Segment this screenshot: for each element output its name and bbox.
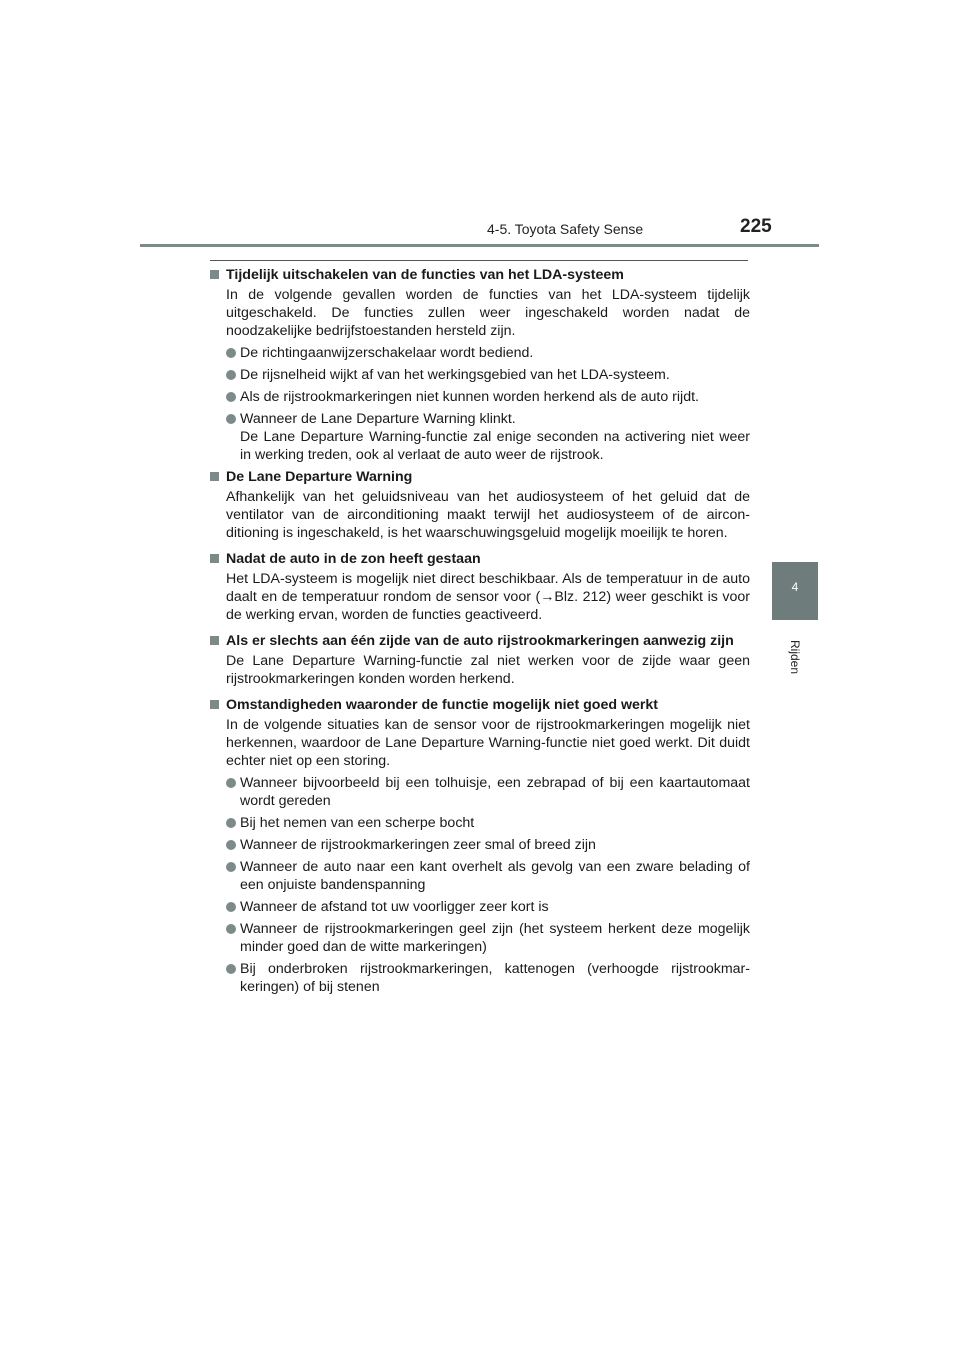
chapter-tab: 4 xyxy=(772,562,818,620)
circle-bullet-icon xyxy=(226,964,236,974)
section-title: Nadat de auto in de zon heeft gestaan xyxy=(210,550,750,568)
list-item: De richtingaanwijzerschakelaar wordt bediend. xyxy=(210,344,750,362)
header-section-title: 4-5. Toyota Safety Sense xyxy=(487,221,644,237)
section-title: Als er slechts aan één zijde van de auto rijstrookmarkeringen aanwezig zijn xyxy=(210,632,750,650)
square-bullet-icon xyxy=(210,270,219,279)
header-rule xyxy=(140,244,819,247)
list-item: Bij het nemen van een scherpe bocht xyxy=(210,814,750,832)
list-item: Wanneer de afstand tot uw voorligger zeer kort is xyxy=(210,898,750,916)
page-number: 225 xyxy=(740,216,772,237)
list-item: Wanneer bijvoorbeeld bij een tolhuisje, een zebrapad of bij een kaartautomaat wordt gereden xyxy=(210,774,750,810)
circle-bullet-icon xyxy=(226,924,236,934)
circle-bullet-icon xyxy=(226,862,236,872)
list-item: Wanneer de rijstrookmarkeringen zeer smal of breed zijn xyxy=(210,836,750,854)
circle-bullet-icon xyxy=(226,902,236,912)
list-item: Wanneer de rijstrookmarkeringen geel zijn (het systeem herkent deze mogelijk minder goed dan de witte markeringen) xyxy=(210,920,750,956)
circle-bullet-icon xyxy=(226,778,236,788)
circle-bullet-icon xyxy=(226,414,236,424)
section-title: De Lane Departure Warning xyxy=(210,468,750,486)
section-body: Het LDA-systeem is mogelijk niet direct beschikbaar. Als de temperatuur in de auto daalt en de temperatuur rondom de sensor voor (→Blz. 212) weer geschikt is voor de werking ervan, worden de functies geactiveerd. xyxy=(226,571,750,623)
square-bullet-icon xyxy=(210,700,219,709)
page-content xyxy=(210,266,750,996)
list-item: De rijsnelheid wijkt af van het werkingsgebied van het LDA-systeem. xyxy=(210,366,750,384)
section-body: De Lane Departure Warning-functie zal niet werken voor de zijde waar geen rijstrookmarkeringen konden worden herkend. xyxy=(226,653,750,687)
circle-bullet-icon xyxy=(226,818,236,828)
bullet-note: De Lane Departure Warning-functie zal enige seconden na activering niet weer in werking treden, ook al verlaat de auto weer de rijstrook. xyxy=(240,429,750,463)
section-body: In de volgende gevallen worden de functies van het LDA-systeem tijdelijk uitgeschakeld. De functies zullen weer ingeschakeld worden nadat de noodzakelijke bedrijfstoestanden hersteld zijn. xyxy=(226,287,750,339)
square-bullet-icon xyxy=(210,636,219,645)
list-item: Wanneer de auto naar een kant overhelt als gevolg van een zware belading of een onjuiste bandenspanning xyxy=(210,858,750,894)
circle-bullet-icon xyxy=(226,348,236,358)
chapter-label: Rijden xyxy=(788,639,802,675)
list-item: Wanneer de Lane Departure Warning klinkt. De Lane Departure Warning-functie zal enige seconden na activering niet weer in werking treden, ook al verlaat de auto weer de rijstrook. xyxy=(210,410,750,464)
circle-bullet-icon xyxy=(226,370,236,380)
square-bullet-icon xyxy=(210,554,219,563)
section-title: Omstandigheden waaronder de functie mogelijk niet goed werkt xyxy=(210,696,750,714)
circle-bullet-icon xyxy=(226,392,236,402)
section-body: In de volgende situaties kan de sensor voor de rijstrookmarkeringen mogelijk niet herkennen, waardoor de Lane Departure Warning-functie niet goed werkt. Dit duidt echter niet op een storing. xyxy=(226,717,750,769)
content-top-rule xyxy=(210,260,748,261)
circle-bullet-icon xyxy=(226,840,236,850)
section-body: Afhankelijk van het geluidsniveau van het audiosysteem of het geluid dat de ventilator van de airconditioning maakt terwijl het audiosysteem of de airconditioning is ingeschakeld, is het waarschuwingsgeluid mogelijk moeilijk te horen. xyxy=(226,489,750,541)
list-item: Bij onderbroken rijstrookmarkeringen, kattenogen (verhoogde rijstrookmarkeringen) of bij stenen xyxy=(210,960,750,996)
list-item: Als de rijstrookmarkeringen niet kunnen worden herkend als de auto rijdt. xyxy=(210,388,750,406)
section-title: Tijdelijk uitschakelen van de functies van het LDA-systeem xyxy=(210,266,750,284)
square-bullet-icon xyxy=(210,472,219,481)
